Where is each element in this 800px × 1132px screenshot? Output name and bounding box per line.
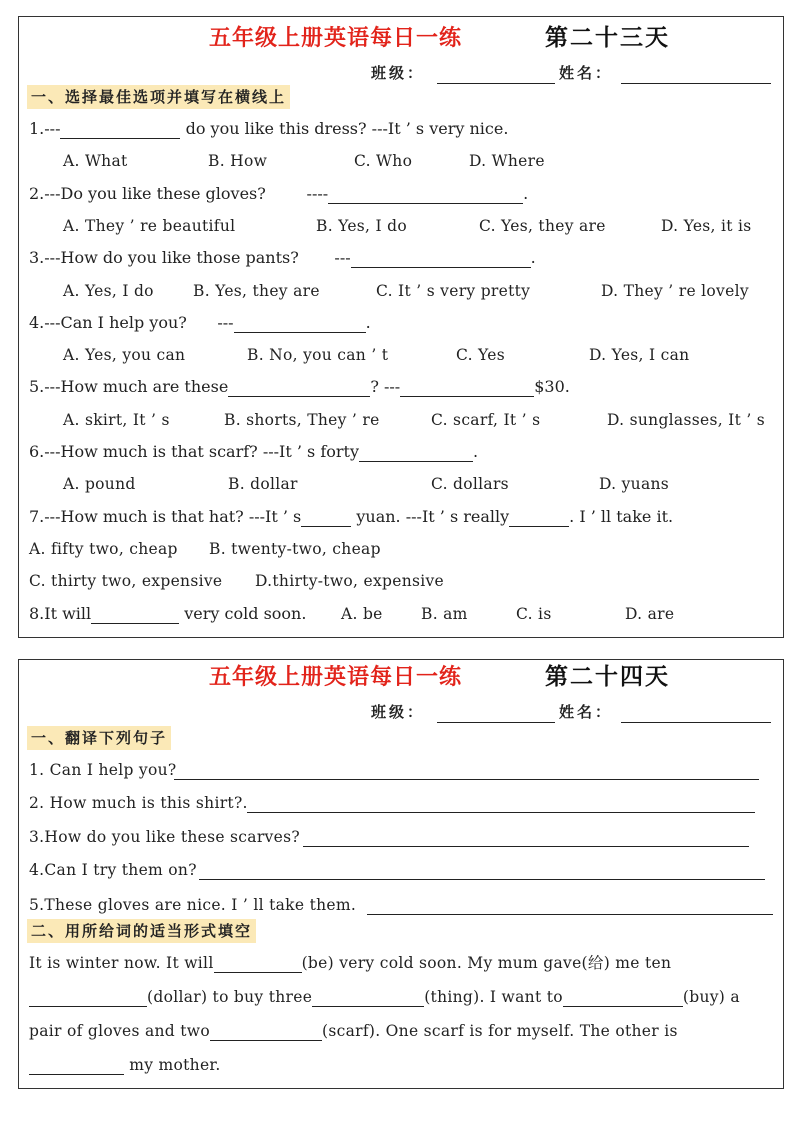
option-d: D. yuans bbox=[599, 475, 670, 493]
passage-text: It is winter now. It will bbox=[29, 954, 214, 972]
passage-line-1 bbox=[29, 953, 671, 973]
option-a: A. They ’ re beautiful bbox=[63, 217, 236, 235]
translate-3: 3.How do you like these scarves? bbox=[29, 828, 300, 846]
question-text: 4.---Can I help you? bbox=[29, 313, 187, 332]
option-b: B. am bbox=[421, 605, 468, 623]
option-a: A. fifty two, cheap bbox=[29, 540, 178, 558]
answer-blank[interactable] bbox=[91, 606, 179, 624]
option-b: B. dollar bbox=[228, 475, 298, 493]
option-c: C. thirty two, expensive bbox=[29, 572, 223, 590]
day-label: 第二十四天 bbox=[545, 664, 670, 690]
option-b: B. shorts, They ’ re bbox=[224, 411, 380, 429]
passage-text: (be) very cold soon. My mum gave(给) me ten bbox=[301, 954, 672, 972]
name-label: 姓名： bbox=[559, 703, 614, 721]
answer-blank[interactable] bbox=[29, 989, 147, 1007]
option-d: D.thirty-two, expensive bbox=[255, 572, 445, 590]
answer-blank[interactable] bbox=[312, 989, 424, 1007]
class-label: 班级： bbox=[371, 64, 426, 82]
translate-2: 2. How much is this shirt?. bbox=[29, 794, 248, 812]
option-b: B. How bbox=[208, 152, 268, 170]
answer-blank[interactable] bbox=[228, 379, 370, 397]
answer-blank[interactable] bbox=[328, 186, 523, 204]
worksheet-day-23 bbox=[18, 16, 784, 638]
answer-blank[interactable] bbox=[351, 250, 531, 268]
day-label: 第二十三天 bbox=[545, 25, 670, 51]
option-a: A. Yes, I do bbox=[63, 282, 154, 300]
option-c: C. It ’ s very pretty bbox=[376, 282, 531, 300]
question-2 bbox=[29, 184, 528, 204]
class-field[interactable] bbox=[437, 83, 555, 84]
answer-blank[interactable] bbox=[509, 509, 569, 527]
name-label: 姓名： bbox=[559, 64, 614, 82]
option-b: B. No, you can ’ t bbox=[247, 346, 389, 364]
option-a: A. pound bbox=[63, 475, 136, 493]
question-text: 6.---How much is that scarf? ---It ’ s forty bbox=[29, 442, 360, 461]
question-text-end: . I ’ ll take it. bbox=[569, 507, 674, 526]
worksheet-day-24 bbox=[18, 659, 784, 1089]
question-8 bbox=[29, 604, 306, 624]
question-text-mid: ? --- bbox=[370, 377, 401, 396]
name-field[interactable] bbox=[621, 83, 771, 84]
answer-blank[interactable] bbox=[29, 1057, 124, 1075]
question-text: 3.---How do you like those pants? bbox=[29, 248, 299, 267]
question-text: 5.---How much are these bbox=[29, 377, 229, 396]
passage-line-4 bbox=[29, 1055, 221, 1075]
translate-5: 5.These gloves are nice. I ’ ll take them. bbox=[29, 896, 357, 914]
period: . bbox=[530, 248, 536, 267]
answer-line[interactable] bbox=[247, 812, 755, 813]
question-number: 1.--- bbox=[29, 119, 61, 138]
option-c: C. is bbox=[516, 605, 552, 623]
question-4 bbox=[29, 313, 371, 333]
option-d: D. are bbox=[625, 605, 675, 623]
option-d: D. Yes, I can bbox=[589, 346, 690, 364]
class-label: 班级： bbox=[371, 703, 426, 721]
option-a: A. Yes, you can bbox=[63, 346, 186, 364]
price: $30. bbox=[534, 377, 570, 396]
answer-blank[interactable] bbox=[400, 379, 534, 397]
section-heading: 一、翻译下列句子 bbox=[27, 726, 171, 750]
worksheet-title: 五年级上册英语每日一练 bbox=[209, 665, 463, 690]
class-field[interactable] bbox=[437, 722, 555, 723]
option-b: B. Yes, they are bbox=[193, 282, 320, 300]
answer-line[interactable] bbox=[367, 914, 773, 915]
passage-text: (thing). I want to bbox=[424, 988, 563, 1006]
question-3 bbox=[29, 248, 536, 268]
period: . bbox=[523, 184, 529, 203]
answer-line[interactable] bbox=[174, 779, 759, 780]
option-a: A. be bbox=[341, 605, 383, 623]
answer-blank[interactable] bbox=[563, 989, 683, 1007]
period: . bbox=[473, 442, 479, 461]
question-text: 2.---Do you like these gloves? bbox=[29, 184, 266, 203]
question-text: 7.---How much is that hat? ---It ’ s bbox=[29, 507, 302, 526]
option-a: A. What bbox=[63, 152, 128, 170]
passage-text: pair of gloves and two bbox=[29, 1022, 210, 1040]
option-d: D. Yes, it is bbox=[661, 217, 752, 235]
option-a: A. skirt, It ’ s bbox=[63, 411, 170, 429]
period: . bbox=[365, 313, 371, 332]
passage-text: (buy) a bbox=[682, 988, 740, 1006]
option-b: B. Yes, I do bbox=[316, 217, 408, 235]
worksheet-title: 五年级上册英语每日一练 bbox=[209, 26, 463, 51]
dash: ---- bbox=[306, 184, 329, 203]
answer-blank[interactable] bbox=[210, 1023, 322, 1041]
translate-4: 4.Can I try them on? bbox=[29, 861, 197, 879]
answer-line[interactable] bbox=[199, 879, 765, 880]
answer-blank[interactable] bbox=[60, 121, 180, 139]
question-7 bbox=[29, 507, 673, 527]
dash: --- bbox=[334, 248, 351, 267]
option-d: D. Where bbox=[469, 152, 545, 170]
question-5 bbox=[29, 377, 570, 397]
option-c: C. scarf, It ’ s bbox=[431, 411, 541, 429]
question-text-end: very cold soon. bbox=[184, 604, 307, 623]
answer-blank[interactable] bbox=[234, 315, 366, 333]
passage-line-3 bbox=[29, 1021, 678, 1041]
option-d: D. They ’ re lovely bbox=[601, 282, 749, 300]
passage-text: (scarf). One scarf is for myself. The other is bbox=[321, 1022, 678, 1040]
section-heading: 一、选择最佳选项并填写在横线上 bbox=[27, 85, 290, 109]
dash: --- bbox=[217, 313, 234, 332]
answer-blank[interactable] bbox=[359, 444, 473, 462]
option-c: C. Yes bbox=[456, 346, 505, 364]
question-text: do you like this dress? ---It ’ s very nice. bbox=[185, 119, 509, 138]
name-field[interactable] bbox=[621, 722, 771, 723]
answer-line[interactable] bbox=[303, 846, 749, 847]
question-1 bbox=[29, 119, 508, 139]
option-c: C. dollars bbox=[431, 475, 509, 493]
passage-text: my mother. bbox=[129, 1056, 221, 1074]
option-c: C. Who bbox=[354, 152, 413, 170]
translate-1: 1. Can I help you? bbox=[29, 761, 177, 779]
option-d: D. sunglasses, It ’ s bbox=[607, 411, 766, 429]
answer-blank[interactable] bbox=[301, 509, 351, 527]
question-6 bbox=[29, 442, 478, 462]
passage-text: (dollar) to buy three bbox=[147, 988, 313, 1006]
question-text-mid: yuan. ---It ’ s really bbox=[356, 507, 510, 526]
answer-blank[interactable] bbox=[214, 955, 302, 973]
section-heading: 二、用所给词的适当形式填空 bbox=[27, 919, 256, 943]
option-b: B. twenty-two, cheap bbox=[209, 540, 381, 558]
passage-line-2 bbox=[29, 987, 740, 1007]
question-text: 8.It will bbox=[29, 604, 92, 623]
option-c: C. Yes, they are bbox=[479, 217, 606, 235]
